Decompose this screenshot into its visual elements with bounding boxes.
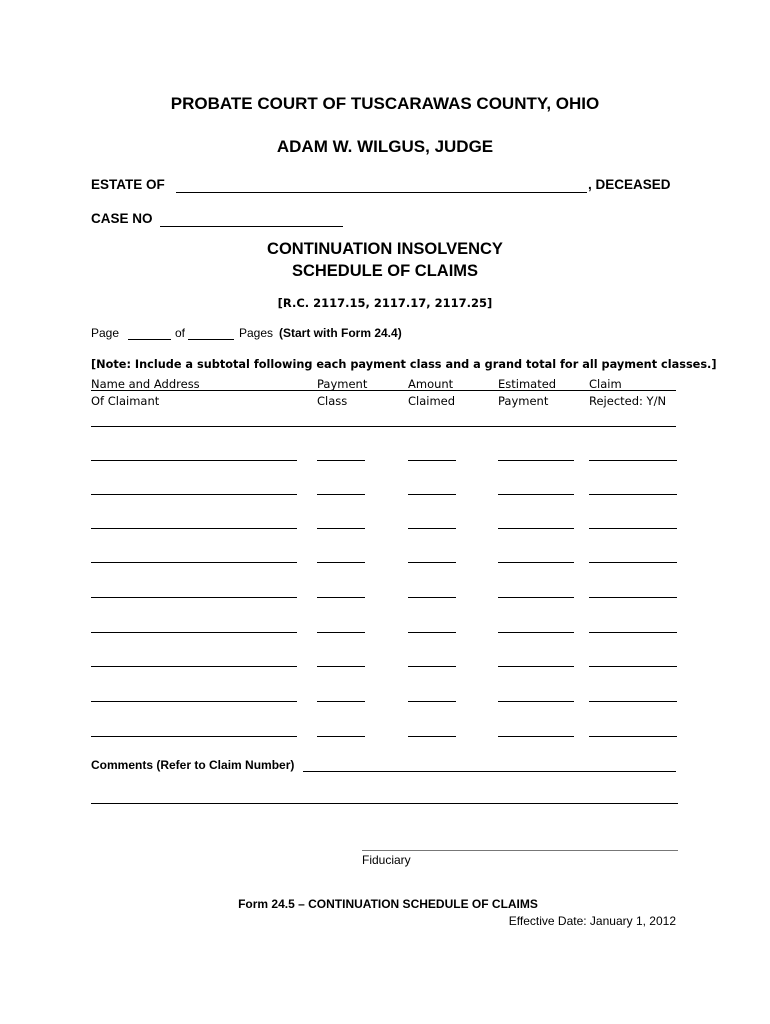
judge-name: ADAM W. WILGUS, JUDGE <box>276 137 494 156</box>
claimant-field[interactable] <box>91 460 297 461</box>
amount-claimed-field[interactable] <box>408 494 456 495</box>
payment-class-field[interactable] <box>317 736 365 737</box>
column-header-name: Name and Address <box>91 377 200 391</box>
court-title: PROBATE COURT OF TUSCARAWAS COUNTY, OHIO <box>170 94 600 113</box>
claim-rejected-field[interactable] <box>589 562 677 563</box>
column-header-name-sub: Of Claimant <box>91 394 160 408</box>
amount-claimed-field[interactable] <box>408 562 456 563</box>
fiduciary-label: Fiduciary <box>362 853 411 867</box>
fiduciary-signature-line[interactable] <box>362 850 678 851</box>
estimated-payment-field[interactable] <box>498 597 574 598</box>
payment-class-field[interactable] <box>317 494 365 495</box>
estimated-payment-field[interactable] <box>498 494 574 495</box>
claimant-field[interactable] <box>91 562 297 563</box>
amount-claimed-field[interactable] <box>408 528 456 529</box>
subtotal-note: [Note: Include a subtotal following each payment class and a grand total for all payment classes.] <box>91 358 717 371</box>
amount-claimed-field[interactable] <box>408 666 456 667</box>
column-header-claim-sub: Rejected: Y/N <box>589 394 667 408</box>
of-label: of <box>175 326 186 340</box>
form-title-line2: SCHEDULE OF CLAIMS <box>291 262 479 280</box>
claim-rejected-field[interactable] <box>589 528 677 529</box>
estimated-payment-field[interactable] <box>498 460 574 461</box>
amount-claimed-field[interactable] <box>408 597 456 598</box>
claim-rejected-field[interactable] <box>589 736 677 737</box>
claim-rejected-field[interactable] <box>589 701 677 702</box>
payment-class-field[interactable] <box>317 528 365 529</box>
column-header-estimated: Estimated <box>498 377 557 391</box>
column-header-payment-class-sub: Class <box>317 394 348 408</box>
footer-form-title: Form 24.5 – CONTINUATION SCHEDULE OF CLAIMS <box>238 897 538 911</box>
estate-label: ESTATE OF <box>91 177 165 192</box>
deceased-label: , DECEASED <box>588 177 671 192</box>
claimant-field[interactable] <box>91 666 297 667</box>
comments-label: Comments (Refer to Claim Number) <box>91 758 295 772</box>
pages-label: Pages <box>239 326 274 340</box>
claim-rejected-field[interactable] <box>589 597 677 598</box>
claim-rejected-field[interactable] <box>589 632 677 633</box>
claimant-field[interactable] <box>91 632 297 633</box>
column-header-payment-class: Payment <box>317 377 368 391</box>
claimant-field[interactable] <box>91 701 297 702</box>
claim-row-first[interactable] <box>91 426 676 427</box>
form-title-line1: CONTINUATION INSOLVENCY <box>267 240 503 258</box>
estate-name-field[interactable] <box>176 192 587 193</box>
start-note: (Start with Form 24.4) <box>279 326 402 340</box>
claim-rejected-field[interactable] <box>589 460 677 461</box>
payment-class-field[interactable] <box>317 666 365 667</box>
estimated-payment-field[interactable] <box>498 701 574 702</box>
claimant-field[interactable] <box>91 528 297 529</box>
payment-class-field[interactable] <box>317 632 365 633</box>
estimated-payment-field[interactable] <box>498 528 574 529</box>
amount-claimed-field[interactable] <box>408 736 456 737</box>
claim-rejected-field[interactable] <box>589 494 677 495</box>
header-rule <box>91 390 676 391</box>
column-header-amount-sub: Claimed <box>408 394 456 408</box>
comments-field-line2[interactable] <box>91 803 678 804</box>
comments-field-line1[interactable] <box>303 771 676 772</box>
payment-class-field[interactable] <box>317 701 365 702</box>
estimated-payment-field[interactable] <box>498 632 574 633</box>
claim-rejected-field[interactable] <box>589 666 677 667</box>
statute-reference: [R.C. 2117.15, 2117.17, 2117.25] <box>277 296 493 310</box>
amount-claimed-field[interactable] <box>408 632 456 633</box>
payment-class-field[interactable] <box>317 562 365 563</box>
claimant-field[interactable] <box>91 597 297 598</box>
estimated-payment-field[interactable] <box>498 666 574 667</box>
claimant-field[interactable] <box>91 736 297 737</box>
payment-class-field[interactable] <box>317 597 365 598</box>
claimant-field[interactable] <box>91 494 297 495</box>
estimated-payment-field[interactable] <box>498 736 574 737</box>
column-header-amount: Amount <box>408 377 454 391</box>
page-label: Page <box>91 326 120 340</box>
case-no-label: CASE NO <box>91 211 153 226</box>
estimated-payment-field[interactable] <box>498 562 574 563</box>
column-header-estimated-sub: Payment <box>498 394 549 408</box>
page-number-field[interactable] <box>128 339 171 340</box>
column-header-claim: Claim <box>589 377 622 391</box>
amount-claimed-field[interactable] <box>408 460 456 461</box>
case-number-field[interactable] <box>160 226 343 227</box>
payment-class-field[interactable] <box>317 460 365 461</box>
amount-claimed-field[interactable] <box>408 701 456 702</box>
total-pages-field[interactable] <box>188 339 234 340</box>
effective-date: Effective Date: January 1, 2012 <box>508 914 676 928</box>
